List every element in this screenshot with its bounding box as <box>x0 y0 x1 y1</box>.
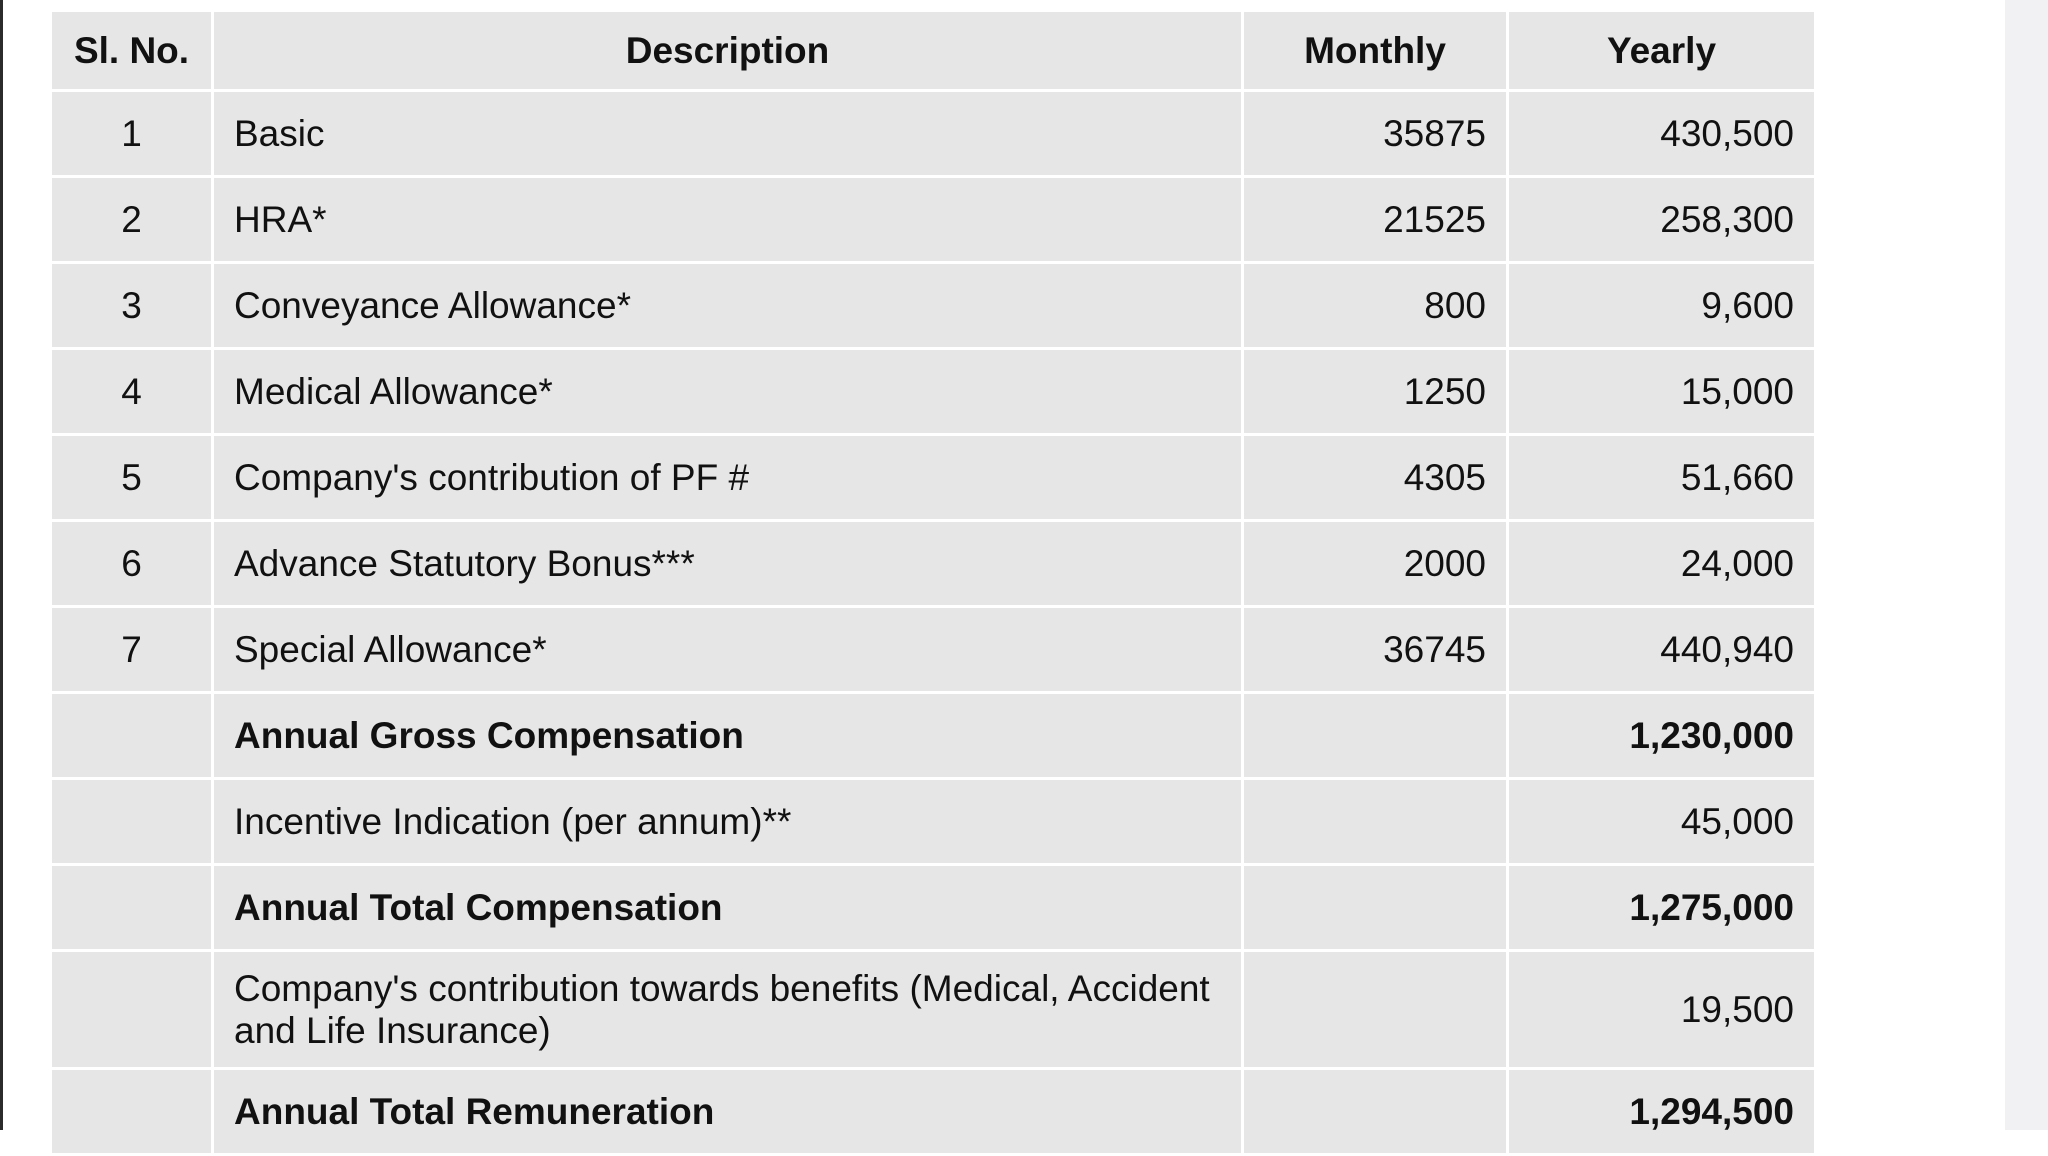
cell-yearly: 430,500 <box>1508 91 1816 177</box>
cell-description: HRA* <box>213 177 1243 263</box>
table-row-bonus <box>51 521 1816 607</box>
table-row-gross <box>51 693 1816 779</box>
cell-description: Advance Statutory Bonus*** <box>213 521 1243 607</box>
table-row-benefits <box>51 951 1816 1069</box>
right-gutter <box>2005 0 2048 1130</box>
cell-yearly: 24,000 <box>1508 521 1816 607</box>
cell-description: Special Allowance* <box>213 607 1243 693</box>
cell-description: Incentive Indication (per annum)** <box>213 779 1243 865</box>
cell-sl-no: 2 <box>51 177 213 263</box>
cell-sl-no <box>51 693 213 779</box>
cell-monthly <box>1243 693 1508 779</box>
header-description: Description <box>213 11 1243 91</box>
cell-yearly: 258,300 <box>1508 177 1816 263</box>
cell-yearly: 51,660 <box>1508 435 1816 521</box>
cell-monthly <box>1243 779 1508 865</box>
header-monthly: Monthly <box>1243 11 1508 91</box>
table-row-remuneration <box>51 1069 1816 1155</box>
cell-monthly: 800 <box>1243 263 1508 349</box>
cell-description: Annual Gross Compensation <box>213 693 1243 779</box>
cell-monthly: 21525 <box>1243 177 1508 263</box>
table-row-conveyance <box>51 263 1816 349</box>
cell-sl-no: 6 <box>51 521 213 607</box>
cell-description: Annual Total Compensation <box>213 865 1243 951</box>
cell-monthly: 1250 <box>1243 349 1508 435</box>
compensation-table <box>49 9 1817 1156</box>
cell-monthly <box>1243 951 1508 1069</box>
header-yearly: Yearly <box>1508 11 1816 91</box>
table-row-incentive <box>51 779 1816 865</box>
cell-yearly: 1,275,000 <box>1508 865 1816 951</box>
cell-monthly: 4305 <box>1243 435 1508 521</box>
cell-description: Conveyance Allowance* <box>213 263 1243 349</box>
cell-sl-no: 1 <box>51 91 213 177</box>
cell-yearly: 15,000 <box>1508 349 1816 435</box>
cell-description: Medical Allowance* <box>213 349 1243 435</box>
cell-sl-no <box>51 865 213 951</box>
table-row-medical <box>51 349 1816 435</box>
header-sl-no: Sl. No. <box>51 11 213 91</box>
cell-monthly: 2000 <box>1243 521 1508 607</box>
cell-yearly: 45,000 <box>1508 779 1816 865</box>
cell-sl-no: 3 <box>51 263 213 349</box>
cell-yearly: 1,294,500 <box>1508 1069 1816 1155</box>
cell-sl-no <box>51 779 213 865</box>
cell-monthly: 36745 <box>1243 607 1508 693</box>
cell-sl-no <box>51 1069 213 1155</box>
table-row-basic <box>51 91 1816 177</box>
table-row-special <box>51 607 1816 693</box>
cell-description: Basic <box>213 91 1243 177</box>
cell-description: Company's contribution towards benefits (Medical, Accident and Life Insurance) <box>213 951 1243 1069</box>
cell-monthly: 35875 <box>1243 91 1508 177</box>
cell-sl-no: 5 <box>51 435 213 521</box>
left-border <box>0 0 3 1130</box>
cell-description: Company's contribution of PF # <box>213 435 1243 521</box>
table-row-hra <box>51 177 1816 263</box>
cell-description: Annual Total Remuneration <box>213 1069 1243 1155</box>
cell-yearly: 440,940 <box>1508 607 1816 693</box>
table-row-pf <box>51 435 1816 521</box>
cell-yearly: 19,500 <box>1508 951 1816 1069</box>
cell-yearly: 9,600 <box>1508 263 1816 349</box>
table-row-total-comp <box>51 865 1816 951</box>
cell-monthly <box>1243 1069 1508 1155</box>
cell-sl-no: 4 <box>51 349 213 435</box>
table-header-row <box>51 11 1816 91</box>
cell-sl-no <box>51 951 213 1069</box>
cell-sl-no: 7 <box>51 607 213 693</box>
cell-monthly <box>1243 865 1508 951</box>
cell-yearly: 1,230,000 <box>1508 693 1816 779</box>
